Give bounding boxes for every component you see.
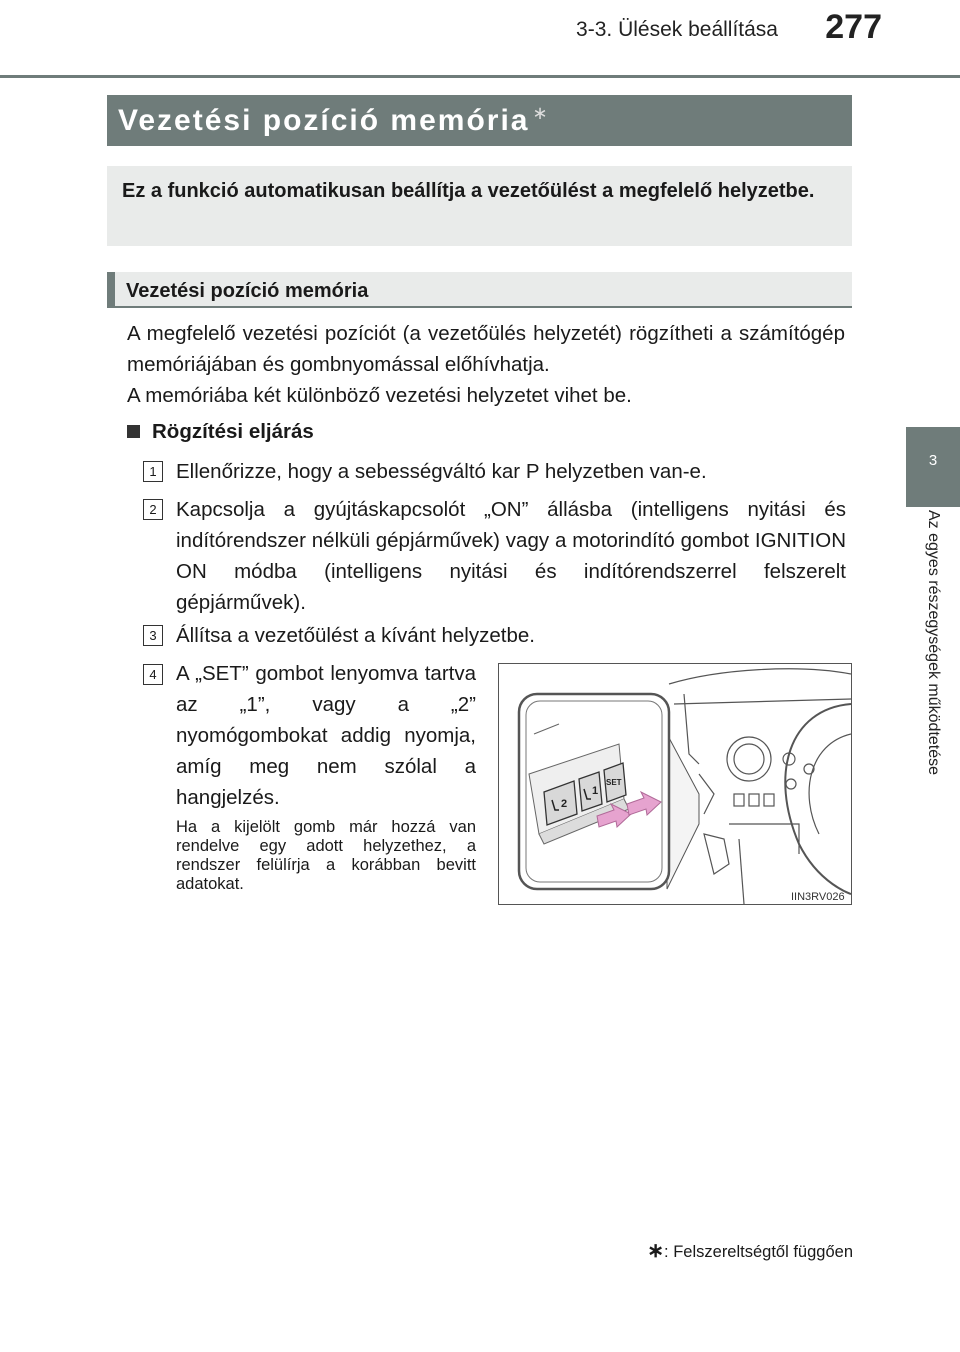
- paragraph: A memóriába két különböző vezetési helyzetet vihet be.: [127, 384, 632, 407]
- step-number: 2: [143, 499, 163, 520]
- page-number: 277: [825, 8, 882, 46]
- header-section-title: 3-3. Ülések beállítása: [576, 18, 778, 41]
- paragraph: A megfelelő vezetési pozíciót (a vezetőülés helyzetét) rögzítheti a számítógép memóriájában és gombnyomással előhívhatja.: [127, 322, 845, 376]
- page-title-text: Vezetési pozíció memória: [118, 104, 530, 137]
- page-title: [118, 103, 550, 138]
- chapter-tab-number: 3: [928, 452, 938, 469]
- memory-buttons-illustration: [498, 663, 852, 905]
- footnote: [610, 1238, 853, 1263]
- button-set-label: SET: [606, 778, 622, 787]
- bullet-square-icon: [127, 425, 140, 438]
- intro-text: Ez a funkció automatikusan beállítja a vezetőülést a megfelelő helyzetbe.: [122, 180, 815, 202]
- button-1-label: 1: [592, 785, 599, 797]
- step-note: Ha a kijelölt gomb már hozzá van rendelve egy adott helyzethez, a rendszer felülírja a korábban bevitt adatokat.: [176, 818, 476, 893]
- step-text: A „SET” gombot lenyomva tartva az „1”, vagy a „2” nyomógombokat addig nyomja, amíg meg nem szólal a hangjelzés.: [176, 662, 476, 809]
- step-number: 4: [143, 664, 163, 685]
- button-2-label: 2: [561, 798, 568, 810]
- header-divider: [0, 75, 960, 78]
- step-text: Állítsa a vezetőülést a kívánt helyzetbe.: [176, 624, 535, 647]
- chapter-tab-label-text: Az egyes részegységek működtetése: [925, 510, 942, 776]
- step-number: 1: [143, 461, 163, 482]
- subheading: Vezetési pozíció memória: [126, 280, 369, 302]
- footnote-text: : Felszereltségtől függően: [664, 1243, 853, 1261]
- footnote-star-icon: ∗: [647, 1240, 665, 1262]
- figure-code: IIN3RV026: [791, 891, 845, 903]
- procedure-heading: Rögzítési eljárás: [152, 420, 314, 443]
- chapter-tab-label: [906, 510, 960, 910]
- optional-equipment-star: ∗: [532, 103, 550, 123]
- step-text: Kapcsolja a gyújtáskapcsolót „ON” állásba (intelligens nyitási és indítórendszer nélküli gépjárművek) vagy a motorindító gombot IGNITION ON módba (intelligens nyitási és indítórendszerrel felszerelt gépjárművek).: [176, 498, 846, 614]
- illustration-drawing: [499, 664, 851, 904]
- step-number: 3: [143, 625, 163, 646]
- step-text: Ellenőrizze, hogy a sebességváltó kar P helyzetben van-e.: [176, 460, 707, 483]
